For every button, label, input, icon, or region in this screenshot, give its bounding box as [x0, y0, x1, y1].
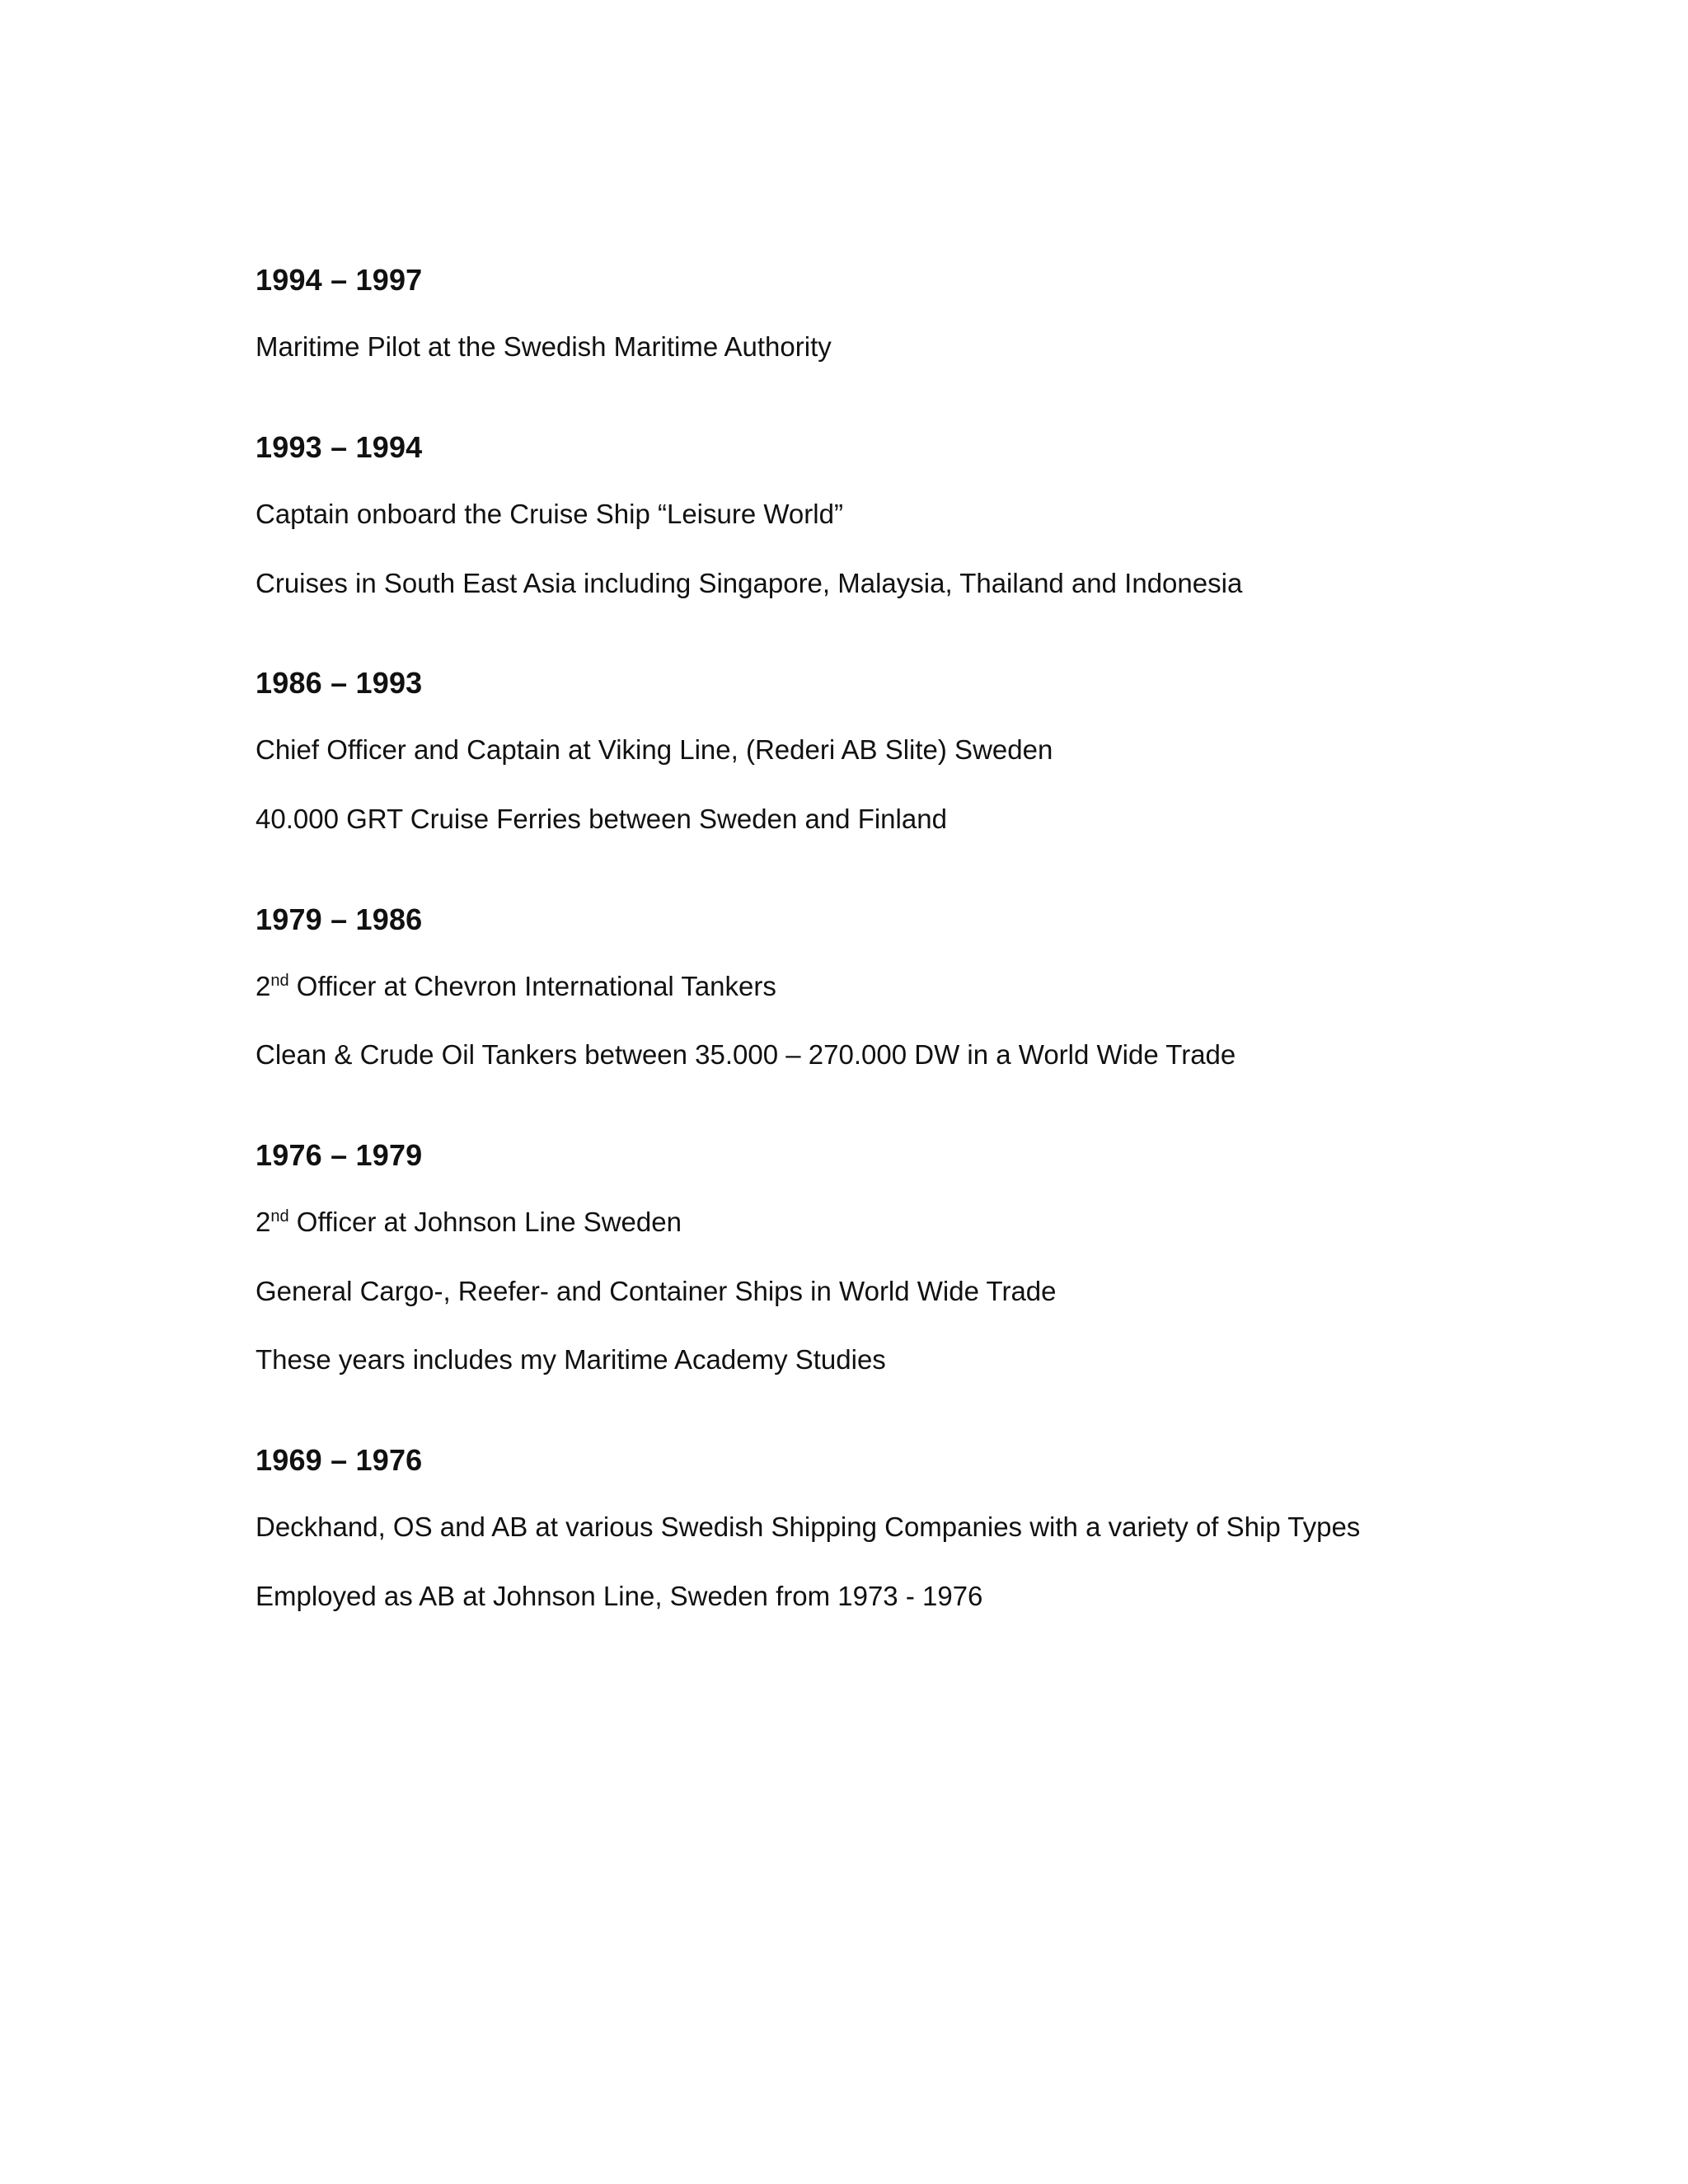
- entry-description: Cruises in South East Asia including Singapore, Malaysia, Thailand and Indonesia: [256, 567, 1243, 598]
- ordinal-suffix: nd: [270, 971, 289, 990]
- entry-year-range: 1993 – 1994: [256, 429, 423, 464]
- ordinal-suffix: nd: [270, 1207, 289, 1226]
- entry-description: General Cargo-, Reefer- and Container Ships in World Wide Trade: [256, 1275, 1057, 1306]
- job-title-text: Officer at Johnson Line Sweden: [288, 1207, 682, 1238]
- employment-entry-1979-1986: [256, 902, 1533, 1071]
- entry-job-title: [256, 970, 1533, 1003]
- ordinal-number: 2: [256, 970, 271, 1001]
- entry-job-title: [256, 1206, 1533, 1239]
- entry-year-range: 1986 – 1993: [256, 666, 423, 701]
- entry-description: Employed as AB at Johnson Line, Sweden from 1973 - 1976: [256, 1580, 983, 1611]
- job-title-text: Officer at Chevron International Tankers: [288, 970, 776, 1001]
- entry-year-range: 1976 – 1979: [256, 1137, 423, 1172]
- employment-entry-1976-1979: [256, 1137, 1533, 1376]
- employment-entry-1993-1994: [256, 429, 1533, 599]
- entry-description: Captain onboard the Cruise Ship “Leisure World”: [256, 498, 843, 529]
- employment-entry-1969-1976: [256, 1442, 1533, 1612]
- employment-history: [256, 262, 1533, 1612]
- employment-entry-1994-1997: [256, 262, 1533, 363]
- entry-description: Clean & Crude Oil Tankers between 35.000 – 270.000 DW in a World Wide Trade: [256, 1039, 1236, 1071]
- entry-description: Maritime Pilot at the Swedish Maritime Authority: [256, 331, 832, 363]
- entry-year-range: 1979 – 1986: [256, 902, 423, 936]
- employment-entry-1986-1993: [256, 665, 1533, 835]
- entry-year-range: 1994 – 1997: [256, 263, 423, 297]
- entry-description: 40.000 GRT Cruise Ferries between Sweden and Finland: [256, 803, 947, 834]
- ordinal-number: 2: [256, 1207, 271, 1238]
- entry-description: Deckhand, OS and AB at various Swedish Shipping Companies with a variety of Ship Types: [256, 1511, 1361, 1543]
- entry-year-range: 1969 – 1976: [256, 1442, 423, 1477]
- entry-description: These years includes my Maritime Academy Studies: [256, 1344, 886, 1376]
- entry-description: Chief Officer and Captain at Viking Line, (Rederi AB Slite) Sweden: [256, 734, 1053, 766]
